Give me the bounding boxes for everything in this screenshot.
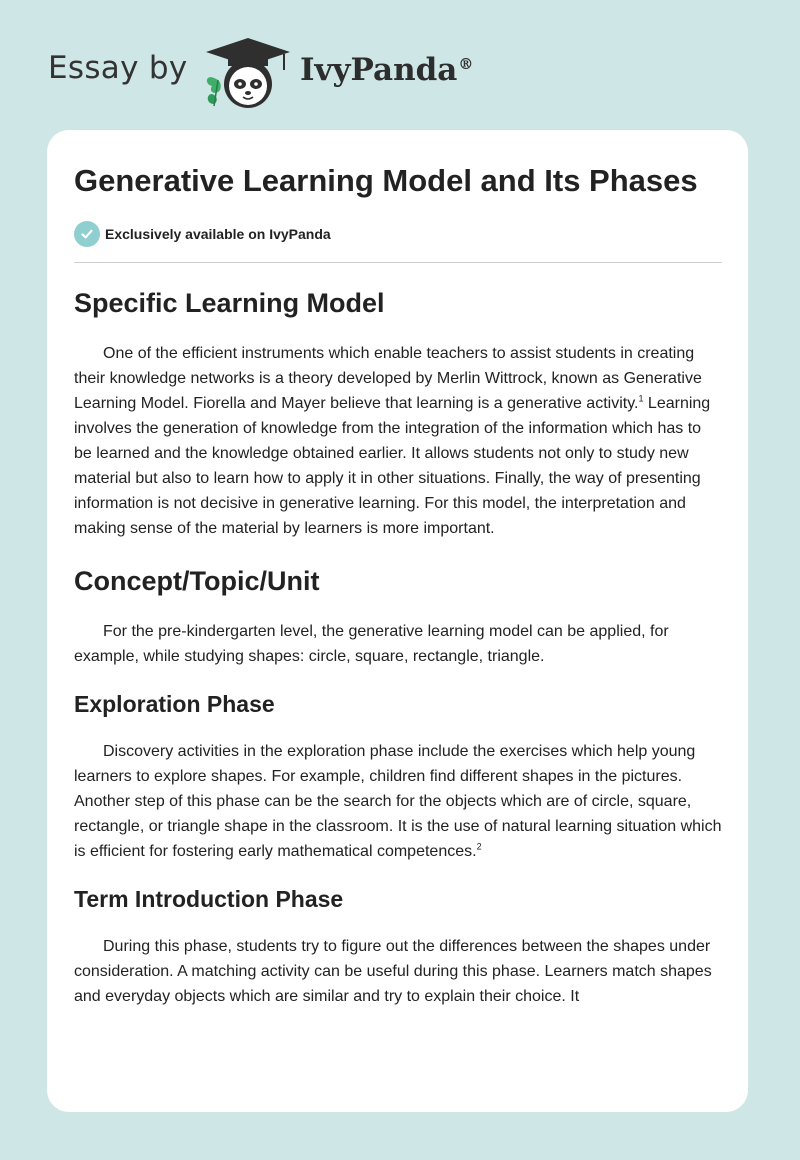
- footnote-ref-2[interactable]: 2: [476, 841, 482, 852]
- exclusive-badge-text: Exclusively available on IvyPanda: [105, 226, 331, 242]
- section-heading-exploration-phase: Exploration Phase: [74, 691, 275, 717]
- paragraph-specific-learning-model: One of the efficient instruments which enable teachers to assist students in creating their knowledge networks is a theory developed by Merlin Wittrock, known as Generative Learning Model. Fiorella and Mayer believe that learning is a generative activity.$^1$ Learning involves the generation of knowledge from the integration of the information which has to be learned and the knowledge obtained earlier. It allows students not only to study new material but also to learn how to apply it in other situations. Finally, the way of presenting information is not decisive in generative learning. For this model, the interpretation and making sense of the material by learners is more important.: [74, 345, 711, 537]
- section-heading-specific-learning-model: Specific Learning Model: [74, 288, 385, 318]
- site-header: [0, 0, 800, 130]
- exclusive-badge: [74, 220, 722, 248]
- check-circle-icon: [74, 221, 100, 247]
- page-title: Generative Learning Model and Its Phases: [74, 163, 698, 198]
- registered-mark: ®: [458, 54, 474, 73]
- divider: [74, 262, 722, 263]
- paragraph-exploration-phase: Discovery activities in the exploration phase include the exercises which help young learners to explore shapes. For example, children find different shapes in the pictures. Another step of this phase can be the search for the objects which are of circle, square, rectangle, or triangle shape in the classroom. It is the use of natural learning situation which is efficient for fostering early mathematical competences.$^2$: [74, 743, 722, 860]
- panda-graduate-logo-icon: [200, 34, 296, 110]
- paragraph-term-introduction-phase: During this phase, students try to figure out the differences between the shapes under consideration. A matching activity can be useful during this phase. Learners match shapes and everyday objects which are similar and try to explain their choice. It: [74, 938, 712, 1005]
- section-heading-concept-topic-unit: Concept/Topic/Unit: [74, 566, 320, 596]
- essay-by-label: Essay by: [48, 50, 188, 86]
- brand-name[interactable]: IvyPanda®: [300, 52, 474, 88]
- paragraph-concept-topic-unit: For the pre-kindergarten level, the generative learning model can be applied, for example, while studying shapes: circle, square, rectangle, triangle.: [74, 623, 669, 665]
- essay-content: [74, 160, 722, 1009]
- footnote-ref-1[interactable]: 1: [638, 393, 644, 404]
- essay-card: [47, 130, 748, 1112]
- section-heading-term-introduction-phase: Term Introduction Phase: [74, 886, 344, 912]
